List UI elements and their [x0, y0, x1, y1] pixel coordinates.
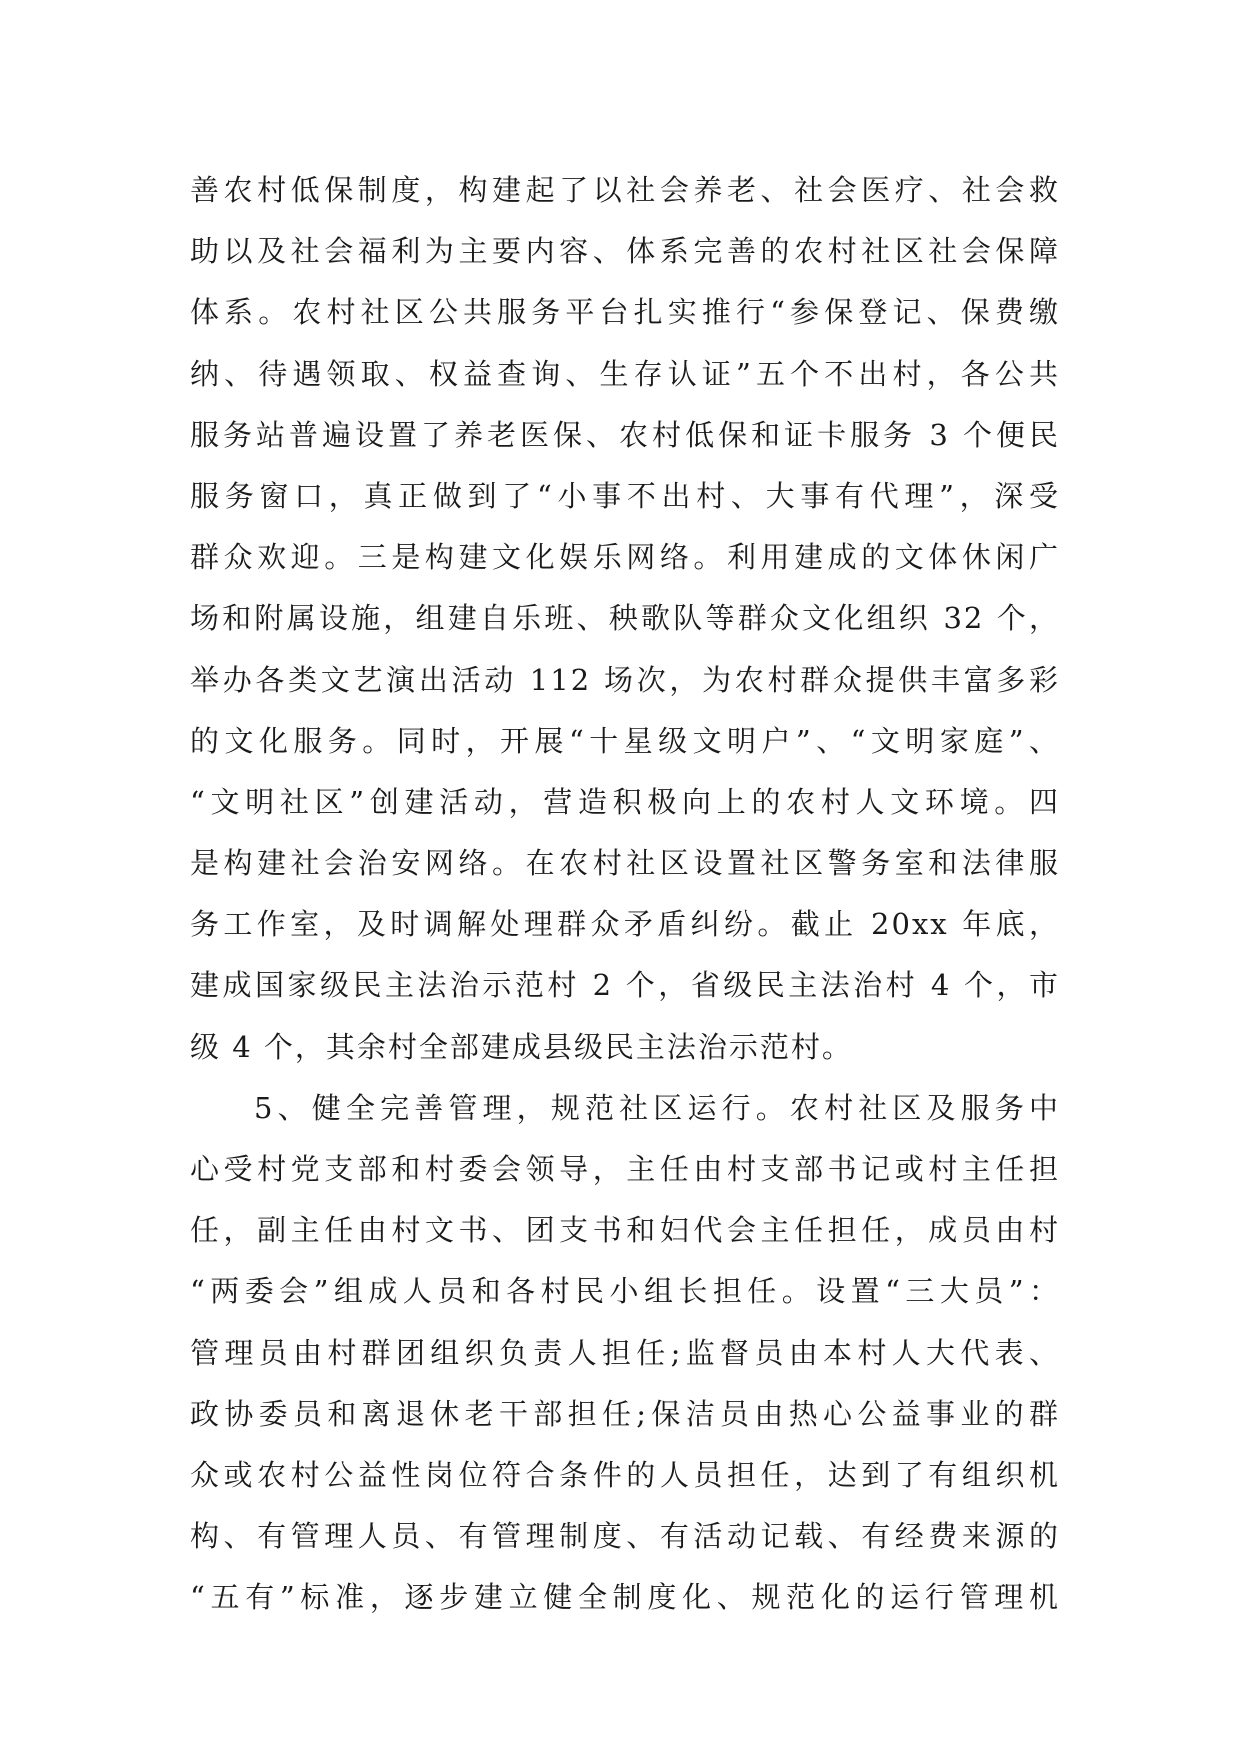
text-line: 构、有管理人员、有管理制度、有活动记载、有经费来源的	[190, 1519, 1060, 1554]
text-line: 任，副主任由村文书、团支书和妇代会主任担任，成员由村	[190, 1213, 1060, 1248]
text-line: 众或农村公益性岗位符合条件的人员担任，达到了有组织机	[190, 1457, 1060, 1492]
text-line: 体系。农村社区公共服务平台扎实推行“参保登记、保费缴	[190, 295, 1060, 330]
text-line: 的文化服务。同时，开展“十星级文明户”、“文明家庭”、	[190, 723, 1060, 758]
paragraph-first-line: 5、健全完善管理，规范社区运行。农村社区及服务中	[254, 1090, 1060, 1125]
text-line: 建成国家级民主法治示范村 2 个，省级民主法治村 4 个，市	[190, 968, 1060, 1003]
text-line: 是构建社会治安网络。在农村社区设置社区警务室和法律服	[190, 846, 1060, 881]
text-line: 举办各类文艺演出活动 112 场次，为农村群众提供丰富多彩	[190, 662, 1060, 697]
text-line: 务工作室，及时调解处理群众矛盾纠纷。截止 20xx 年底，	[190, 907, 1060, 942]
body-text	[190, 160, 1060, 1629]
text-line: 级 4 个，其余村全部建成县级民主法治示范村。	[190, 1029, 853, 1064]
text-line: 心受村党支部和村委会领导，主任由村支部书记或村主任担	[190, 1152, 1060, 1186]
text-line: 助以及社会福利为主要内容、体系完善的农村社区社会保障	[190, 234, 1060, 269]
text-line: 纳、待遇领取、权益查询、生存认证”五个不出村，各公共	[190, 356, 1060, 391]
text-line: 善农村低保制度，构建起了以社会养老、社会医疗、社会救	[190, 173, 1060, 207]
text-line: 场和附属设施，组建自乐班、秧歌队等群众文化组织 32 个，	[190, 601, 1060, 636]
text-line: 政协委员和离退休老干部担任;保洁员由热心公益事业的群	[190, 1396, 1060, 1431]
text-line: “两委会”组成人员和各村民小组长担任。设置“三大员”：	[190, 1274, 1060, 1309]
text-line: “文明社区”创建活动，营造积极向上的农村人文环境。四	[190, 784, 1060, 819]
text-line: 管理员由村群团组织负责人担任;监督员由本村人大代表、	[190, 1335, 1060, 1370]
text-line: “五有”标准，逐步建立健全制度化、规范化的运行管理机	[190, 1580, 1060, 1615]
text-line: 群众欢迎。三是构建文化娱乐网络。利用建成的文体休闲广	[190, 540, 1060, 575]
text-line: 服务站普遍设置了养老医保、农村低保和证卡服务 3 个便民	[190, 417, 1060, 452]
text-line: 服务窗口，真正做到了“小事不出村、大事有代理”，深受	[190, 478, 1060, 513]
